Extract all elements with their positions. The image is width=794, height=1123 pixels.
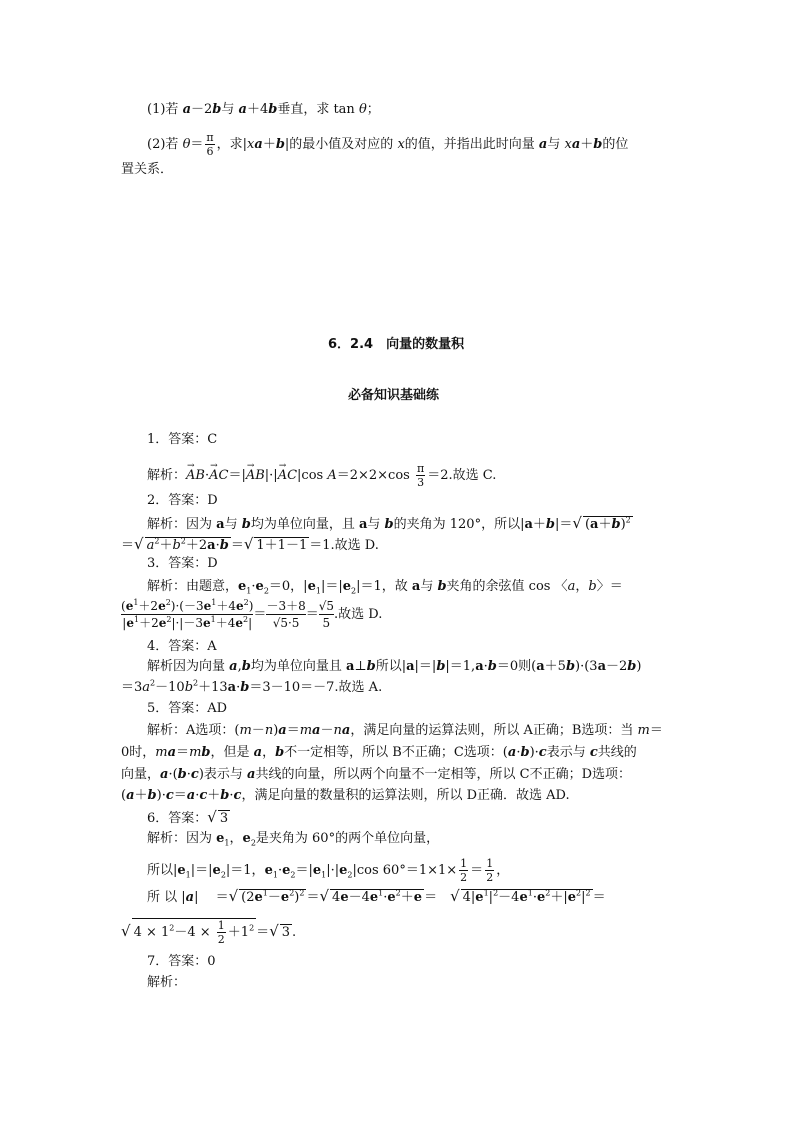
q6-analysis-line4: √ $4 \times 1^2-4$ × $\frac{1}{2}$ $+1^2$ ＝√ 3 . — [121, 919, 297, 946]
q3-analysis-line1: 解析：由题意，$e_1\cdot e_2=0$，$|e_1|=|e_2|=1$，故 a与 b夹角的余弦值 cos 〈a，b〉＝ — [147, 579, 623, 596]
q5-analysis-line1: 解析：A选项：(m－n)a＝ma－na，满足向量的运算法则，所以 A正确；B选项：当 m＝ — [147, 723, 663, 738]
q2-analysis-line1: 解析：因为 a与 b均为单位向量，且 a与 b的夹角为 120°，所以|a＋b|＝√ $(a+b)^2$ — [147, 514, 631, 532]
q3-analysis-line2: $\frac{(e^1+2e^2)\cdot(-3e^1+4e^2)}{|e^1+2e^2|\cdot|-3e^1+4e^2|}$ ＝ $\frac{-3+8}{√5\cdot 5}$ ＝ $\frac{√5}{5}$ .故选 D. — [121, 598, 383, 630]
q3-answer: 3．答案：D — [147, 556, 218, 571]
q7-analysis: 解析： — [147, 975, 187, 990]
q5-analysis-line3: 向量，a·(b·c)表示与 a共线的向量，所以两个向量不一定相等，所以 C不正确；D选项： — [121, 767, 631, 782]
q2-answer: 2．答案：D — [147, 493, 218, 508]
q4-answer: 4．答案：A — [147, 639, 217, 654]
problem-part2-cont: 置关系． — [121, 162, 174, 177]
problem-part2: (2)若 θ＝ $\frac{\pi}{6}$ ，求|xa＋b|的最小值及对应的 x的值，并指出此时向量 a与 xa＋b的位 — [147, 131, 629, 158]
q4-analysis-line1: 解析因为向量 a,b均为单位向量且 a⊥b所以|a|＝|b|＝1,a·b＝0则(a＋5b)·(3a－2b) — [147, 659, 642, 674]
q4-analysis-line2: $=3a^2-10b^2+13a\cdot b=3-10=-7$.故选 A. — [121, 678, 383, 695]
q1-analysis: 解析：→ AB·→ AC＝|→ AB|·|→ AC|cos A＝2×2×cos $\frac{\pi}{3}$ ＝2.故选 C. — [147, 462, 496, 489]
subsection-title: 必备知识基础练 — [348, 388, 440, 403]
q5-answer: 5．答案：AD — [147, 701, 228, 716]
q6-analysis-line3: 所 以 |a| ＝√ $(2e^1-e^2)^2$ ＝√ $4e-4e^1\cdot e^2+e$ ＝ √ $4|e^1|^2-4e^1\cdot e^2+|e^2|^2$ ＝ — [147, 887, 606, 905]
q7-answer: 7．答案：0 — [147, 954, 216, 969]
q2-analysis-line2: ＝√ $a^2+b^2+2a\cdot b$ ＝√ 1＋1－1 ＝1.故选 D. — [121, 535, 379, 553]
q6-analysis-line1: 解析：因为 $e_1$，$e_2$是夹角为 60°的两个单位向量， — [147, 831, 440, 848]
problem-part1: (1)若 a－2b与 a＋4b垂直，求 tan θ； — [147, 102, 380, 117]
section-title: 6．2.4 向量的数量积 — [328, 337, 465, 352]
q6-analysis-line2: 所以$|e_1|=|e_2|=1$，$e_1\cdot e_2=|e_1|\cdot|e_2|\cos$ 60°＝1×1× $\frac{1}{2}$ ＝ $\frac{1}{2}$ ， — [147, 857, 510, 884]
q6-answer: 6．答案：√ 3 — [147, 808, 229, 826]
q5-analysis-line4: (a＋b)·c＝a·c＋b·c，满足向量的数量积的运算法则，所以 D正确．故选 AD. — [121, 788, 570, 803]
q1-answer: 1．答案：C — [147, 432, 218, 447]
q5-analysis-line2: 0时，ma＝mb，但是 a，b不一定相等，所以 B不正确；C选项：(a·b)·c表示与 c共线的 — [121, 745, 637, 760]
